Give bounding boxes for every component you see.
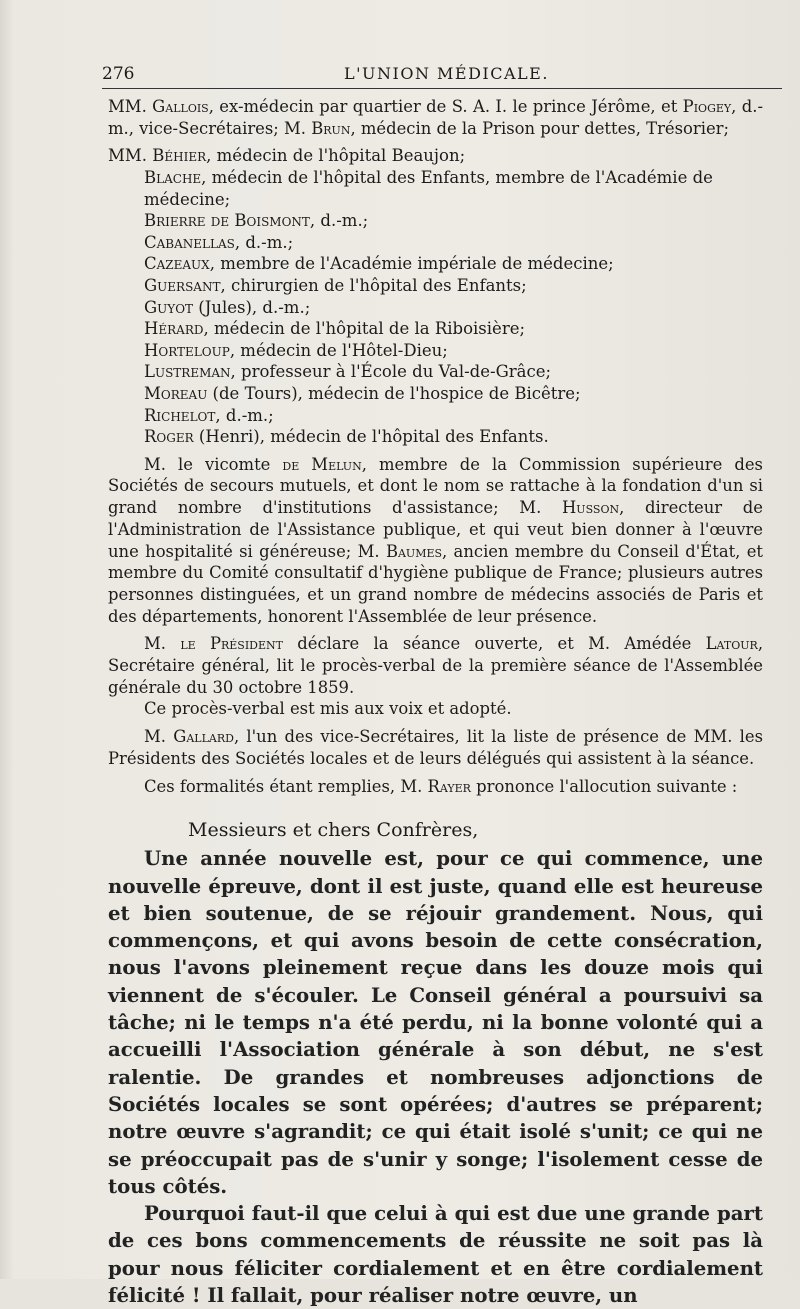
name-rayer: Rayer (427, 776, 471, 796)
name-gallois: Gallois (152, 97, 209, 116)
member-name: Horteloup (144, 340, 230, 360)
speech-salutation: Messieurs et chers Confrères, (188, 819, 479, 842)
member-text: (Jules), d.-m.; (193, 297, 311, 317)
name-husson: Husson (562, 498, 620, 518)
name-gallard: Gallard (173, 727, 234, 747)
name-baumes: Baumes (385, 541, 443, 561)
text-piogey: , d.-m., vice-Secrétaires; M. (108, 97, 763, 138)
member-name: Cabanellas (144, 232, 235, 252)
member-item (108, 145, 763, 167)
body-text (108, 96, 763, 1309)
member-text: , d.-m.; (215, 405, 274, 425)
text-segment: Ces formalités étant remplies, M. (144, 776, 428, 796)
officers-paragraph: MM. Gallois, ex-médecin par quartier de S. A. I. le prince Jérôme, et Piogey, d.-m., vice-Secrétaires; M. Brun, médecin de la Prison pour dettes, Trésorier; (108, 97, 763, 138)
name-piogey: Piogey (682, 97, 732, 116)
member-item (108, 275, 763, 297)
member-name: Brierre de Boismont (144, 211, 310, 231)
member-name: Moreau (144, 383, 208, 403)
member-name: Roger (144, 427, 194, 447)
speech-paragraph: Pourquoi faut-il que celui à qui est due une grande part de ces bons commencements de réussite ne soit pas là pour nous féliciter cordialement et en être cordialement félicité ! Il fallait, pour réaliser notre œuvre, un (108, 1202, 763, 1308)
member-name: Cazeaux (144, 254, 210, 274)
member-text: , d.-m.; (234, 232, 294, 252)
text-segment: , l'un des vice-Secrétaires, lit la liste de présence de MM. les Présidents des Sociétés locales et de leurs délégués qui assistent à la séance. (108, 727, 764, 768)
name-melun: de Melun (282, 454, 362, 474)
member-name: Hérard (144, 319, 204, 339)
members-list (108, 145, 763, 447)
member-name: Guersant (144, 275, 221, 295)
member-text: , médecin de l'Hôtel-Dieu; (229, 340, 448, 360)
minutes-adopted-paragraph: Ce procès-verbal est mis aux voix et adopté. (144, 699, 512, 719)
running-head (102, 60, 782, 89)
president-paragraph (108, 633, 763, 698)
member-text: , médecin de l'hôpital Beaujon; (206, 146, 466, 166)
text-segment: , Secrétaire général, lit le procès-verbal de la première séance de l'Assemblée générale du 30 octobre 1859. (108, 634, 764, 697)
text-gallois: , ex-médecin par quartier de S. A. I. le prince Jérôme, et (208, 97, 683, 116)
text-segment: déclare la séance ouverte, et M. Amédée (283, 634, 706, 654)
name-president: le Président (180, 634, 283, 654)
member-prefix: MM. (108, 146, 153, 166)
member-text: (Henri), médecin de l'hôpital des Enfants. (193, 427, 549, 447)
member-item (108, 210, 763, 232)
journal-title: L'UNION MÉDICALE. (344, 64, 549, 83)
member-item (108, 167, 763, 210)
text-segment: , directeur de l'Administration de l'Assistance publique, et qui veut bien donner à l'œuvre une hospitalité si généreuse; M. (108, 498, 764, 561)
member-text: , chirurgien de l'hôpital des Enfants; (220, 275, 527, 295)
member-text: (de Tours), médecin de l'hospice de Bicêtre; (207, 383, 581, 403)
member-item (108, 361, 763, 383)
name-latour: Latour (705, 634, 758, 654)
member-item (108, 232, 763, 254)
member-name: Richelot (144, 405, 216, 425)
member-text: , médecin de l'hôpital des Enfants, membre de l'Académie de médecine; (144, 168, 713, 209)
page-number: 276 (102, 64, 135, 84)
member-item (108, 297, 763, 319)
text-segment: prononce l'allocution suivante : (470, 776, 738, 796)
speech-paragraph: Une année nouvelle est, pour ce qui commence, une nouvelle épreuve, dont il est juste, quand elle est heureuse et bien soutenue, de se réjouir grandement. Nous, qui commençons, et qui avons besoin de cette consécration, nous l'avons pleinement reçue dans les douze mois qui viennent de s'écouler. Le Conseil général a poursuivi sa tâche; ni le temps n'a été perdu, ni la bonne volonté qui a accueilli l'Association générale à son début, ne s'est ralentie. De grandes et nombreuses adjonctions de Sociétés locales se sont opérées; d'autres se préparent; notre œuvre s'agrandit; ce qui était isolé s'unit; ce qui ne se préoccupait pas de s'unir y songe; l'isolement cesse de tous côtés. (108, 847, 763, 1198)
text-segment: , ancien membre du Conseil d'État, et membre du Comité consultatif d'hygiène publique de France; plusieurs autres personnes distinguées, et un grand nombre de médecins associés de Paris et des départements, honorent l'Assemblée de leur présence. (108, 541, 763, 626)
rayer-paragraph (108, 776, 763, 798)
member-item (108, 405, 763, 427)
name-brun: Brun (311, 118, 351, 138)
text-segment: M. le vicomte (144, 454, 283, 474)
member-name: Lustreman (144, 362, 231, 382)
melun-paragraph (108, 454, 763, 628)
member-item (108, 340, 763, 362)
text-segment: M. (144, 634, 181, 654)
text-segment: M. (144, 727, 174, 747)
member-item (108, 426, 763, 448)
member-text: , membre de l'Académie impériale de médecine; (209, 254, 614, 274)
member-item (108, 318, 763, 340)
member-text: , médecin de l'hôpital de la Riboisière; (203, 319, 526, 339)
member-text: , professeur à l'École du Val-de-Grâce; (230, 362, 552, 382)
member-item (108, 383, 763, 405)
member-text: , d.-m.; (309, 211, 369, 231)
member-item (108, 253, 763, 275)
member-name: Guyot (144, 297, 194, 317)
text-brun: , médecin de la Prison pour dettes, Trésorier; (350, 118, 730, 138)
member-name: Béhier (152, 146, 207, 166)
text-segment: , membre de la Commission supérieure des Sociétés de secours mutuels, et dont le nom se rattache à la fondation d'un si grand nombre d'institutions d'assistance; M. (108, 454, 763, 518)
gallard-paragraph (108, 726, 763, 769)
member-name: Blache (144, 168, 202, 187)
